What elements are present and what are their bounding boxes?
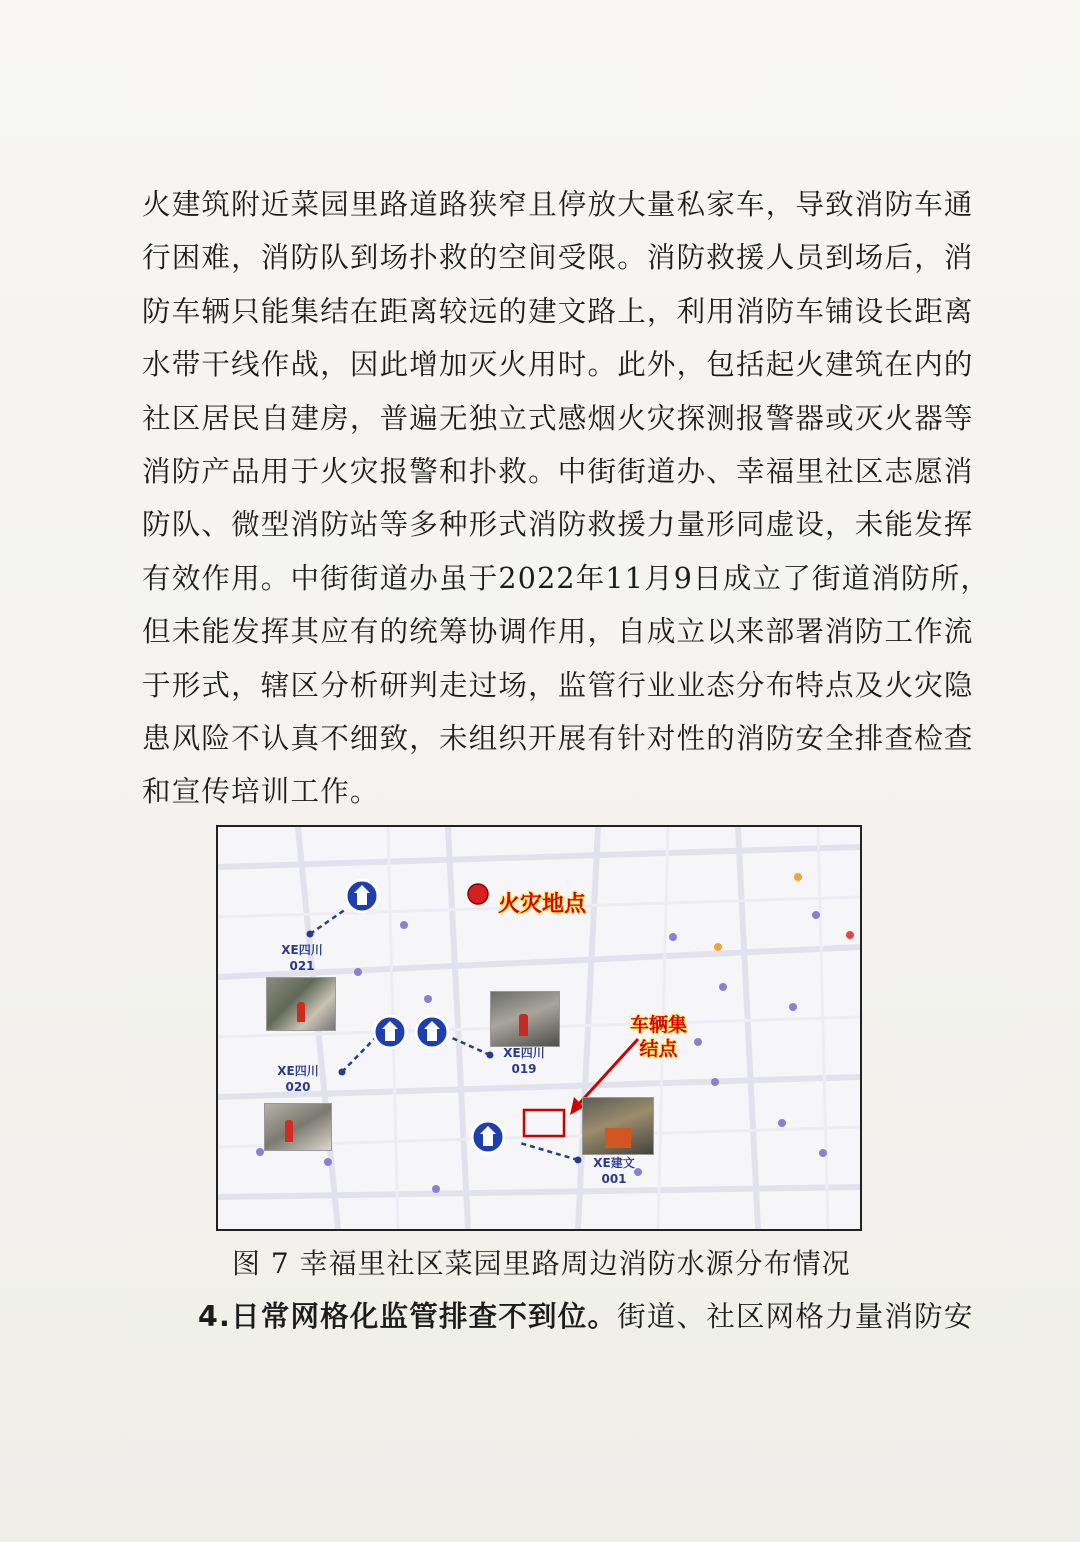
body-line-10: 于形式，辖区分析研判走过场，监管行业业态分布特点及火灾隐 xyxy=(142,668,974,702)
body-line-6: 消防产品用于火灾报警和扑救。中街街道办、幸福里社区志愿消 xyxy=(142,454,974,488)
section-heading-bold: 4.日常网格化监管排查不到位。 xyxy=(198,1300,618,1333)
hydrant-photo-021-hydrant xyxy=(297,1002,305,1022)
hydrant-icon-019 xyxy=(416,1016,448,1048)
body-line-3: 防车辆只能集结在距离较远的建文路上，利用消防车铺设长距离 xyxy=(142,294,974,328)
body-line-9: 但未能发挥其应有的统筹协调作用，自成立以来部署消防工作流 xyxy=(142,615,974,649)
hydrant-icon-020 xyxy=(374,1016,406,1048)
gathering-point-box xyxy=(524,1110,564,1136)
body-line-11: 患风险不认真不细致，未组织开展有针对性的消防安全排查检查 xyxy=(142,721,974,755)
fire-location-marker xyxy=(468,884,488,904)
body-line-8: 有效作用。中街街道办虽于2022年11月9日成立了街道消防所， xyxy=(142,561,991,595)
map-poi-orange xyxy=(714,873,802,951)
section-heading-line xyxy=(198,1290,974,1344)
fire-location-label: 火灾地点 xyxy=(498,892,587,917)
hydrant-label-019-number: 019 xyxy=(511,1062,537,1076)
hydrant-icon-001 xyxy=(472,1121,504,1153)
hydrant-photo-001-vehicle xyxy=(605,1128,631,1148)
hydrant-label-020-number: 020 xyxy=(285,1080,311,1094)
gathering-point-label-line2: 结点 xyxy=(639,1038,678,1060)
body-line-1: 火建筑附近菜园里路道路狭窄且停放大量私家车，导致消防车通 xyxy=(142,188,974,221)
body-line-5: 社区居民自建房，普遍无独立式感烟火灾探测报警器或灭火器等 xyxy=(142,401,974,435)
hydrant-label-001-number: 001 xyxy=(601,1172,627,1186)
hydrant-label-001-name: XE建文 xyxy=(593,1156,635,1170)
body-line-7: 防队、微型消防站等多种形式消防救援力量形同虚设，未能发挥 xyxy=(142,508,974,542)
hydrant-label-001 xyxy=(584,1155,644,1187)
section-heading-rest: 街道、社区网格力量消防安 xyxy=(617,1300,974,1333)
hydrant-label-021-number: 021 xyxy=(289,959,315,973)
hydrant-photo-019 xyxy=(490,991,560,1047)
hydrant-photo-020 xyxy=(264,1103,332,1151)
hydrant-photo-020-hydrant xyxy=(285,1120,293,1142)
hydrant-label-020 xyxy=(268,1063,328,1095)
hydrant-label-021-name: XE四川 xyxy=(281,943,323,957)
hydrant-photo-019-hydrant xyxy=(519,1014,528,1036)
gathering-point-label-line1: 车辆集 xyxy=(630,1014,688,1036)
figure-caption: 图 7 幸福里社区菜园里路周边消防水源分布情况 xyxy=(232,1247,851,1280)
hydrant-photo-021 xyxy=(266,977,336,1031)
gathering-point-label xyxy=(630,1013,687,1061)
hydrant-icon-021 xyxy=(346,880,378,912)
hydrant-map-figure xyxy=(216,825,862,1231)
hydrant-label-019-name: XE四川 xyxy=(503,1046,545,1060)
hydrant-label-021 xyxy=(272,942,332,974)
hydrant-label-019 xyxy=(494,1045,554,1077)
hydrant-label-020-name: XE四川 xyxy=(277,1064,319,1078)
body-line-2: 行困难，消防队到场扑救的空间受限。消防救援人员到场后，消 xyxy=(142,241,974,275)
hydrant-photo-001 xyxy=(582,1097,654,1155)
body-line-4: 水带干线作战，因此增加灭火用时。此外，包括起火建筑在内的 xyxy=(142,348,974,382)
body-paragraph xyxy=(142,178,991,819)
body-line-12: 和宣传培训工作。 xyxy=(142,775,380,809)
map-poi-red xyxy=(846,931,854,939)
